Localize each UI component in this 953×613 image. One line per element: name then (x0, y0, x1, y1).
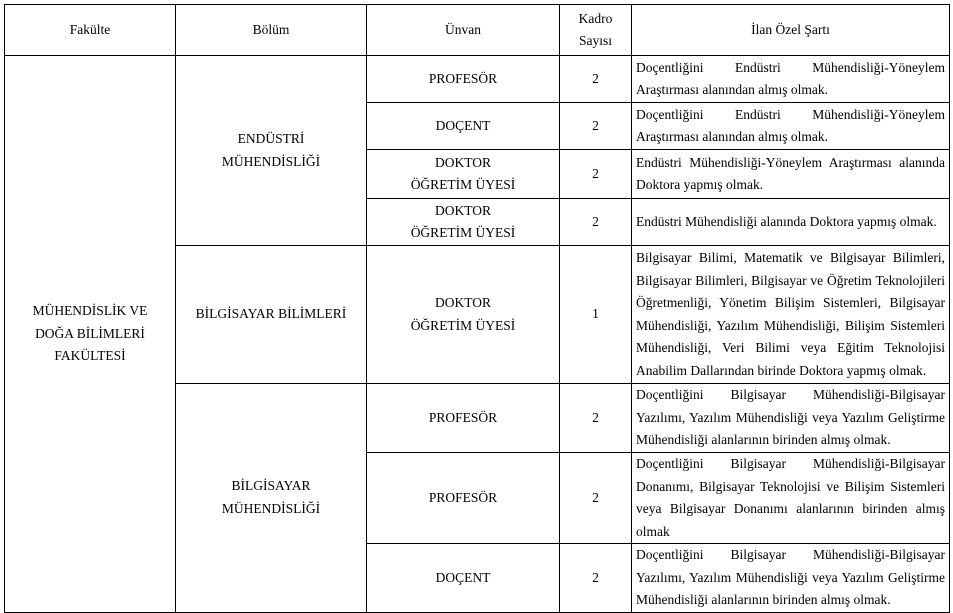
count-cell: 2 (560, 199, 632, 246)
count-cell: 2 (560, 150, 632, 199)
faculty-line3: FAKÜLTESİ (54, 348, 126, 363)
faculty-line1: MÜHENDİSLİK VE (32, 303, 148, 318)
condition-cell: Endüstri Mühendisliği alanında Doktora yapmış olmak. (632, 199, 950, 246)
department-industrial-line2: MÜHENDİSLİĞİ (221, 153, 321, 169)
positions-table (4, 4, 950, 613)
count-cell: 2 (560, 384, 632, 453)
title-line2: ÖĞRETİM ÜYESİ (410, 177, 516, 192)
header-count-line1: Kadro (578, 10, 613, 26)
header-department: Bölüm (176, 5, 367, 56)
header-count (560, 5, 632, 56)
count-cell: 2 (560, 453, 632, 544)
faculty-line2: DOĞA BİLİMLERİ (35, 325, 145, 341)
title-line1: PROFESÖR (428, 409, 498, 425)
header-row (5, 5, 950, 56)
department-cell-cs (176, 246, 367, 384)
title-cell (367, 56, 560, 103)
header-count-line2: Sayısı (578, 33, 612, 48)
department-ce-line2: MÜHENDİSLİĞİ (221, 500, 321, 516)
title-cell (367, 544, 560, 613)
header-title: Ünvan (367, 5, 560, 56)
title-cell (367, 453, 560, 544)
title-cell (367, 103, 560, 150)
table-row (5, 56, 950, 103)
title-line1: PROFESÖR (428, 489, 498, 505)
count-cell: 2 (560, 103, 632, 150)
department-cell-industrial (176, 56, 367, 246)
condition-cell: Endüstri Mühendisliği-Yöneylem Araştırması alanında Doktora yapmış olmak. (632, 150, 950, 199)
condition-cell: Bilgisayar Bilimi, Matematik ve Bilgisayar Bilimleri, Bilgisayar Bilimleri, Bilgisayar ve Öğretim Teknolojileri Öğretmenliği, Yönetim Bilişim Sistemleri, Bilgisayar Mühendisliği, Yazılım Mühendisliği, Bilişim Sistemleri Mühendisliği, Veri Bilimi veya Eğitim Teknolojisi Anabilim Dallarından birinde Doktora yapmış olmak. (632, 246, 950, 384)
condition-cell: Doçentliğini Bilgisayar Mühendisliği-Bilgisayar Donanımı, Bilgisayar Teknolojisi ve Bilişim Sistemleri veya Bilgisayar Donanımı alanlarının birinden almış olmak (632, 453, 950, 544)
header-condition: İlan Özel Şartı (632, 5, 950, 56)
department-industrial-line1: ENDÜSTRİ (237, 131, 305, 146)
condition-cell: Doçentliğini Bilgisayar Mühendisliği-Bilgisayar Yazılımı, Yazılım Mühendisliği veya Yazılım Geliştirme Mühendisliği alanlarının birinden almış olmak. (632, 384, 950, 453)
faculty-cell (5, 56, 176, 613)
title-line1: DOKTOR (434, 202, 491, 218)
condition-cell: Doçentliğini Endüstri Mühendisliği-Yöneylem Araştırması alanından almış olmak. (632, 103, 950, 150)
count-cell: 2 (560, 56, 632, 103)
condition-cell: Doçentliğini Bilgisayar Mühendisliği-Bilgisayar Yazılımı, Yazılım Mühendisliği veya Yazılım Geliştirme Mühendisliği alanlarının birinden almış olmak. (632, 544, 950, 613)
title-cell (367, 199, 560, 246)
department-ce-line1: BİLGİSAYAR (231, 478, 311, 494)
title-cell (367, 150, 560, 199)
title-line1: DOÇENT (435, 117, 491, 133)
condition-cell: Doçentliğini Endüstri Mühendisliği-Yöneylem Araştırması alanından almış olmak. (632, 56, 950, 103)
title-cell (367, 384, 560, 453)
title-cell (367, 246, 560, 384)
title-line2: ÖĞRETİM ÜYESİ (410, 317, 516, 333)
title-line1: DOÇENT (435, 569, 491, 585)
title-line1: DOKTOR (434, 295, 491, 310)
count-cell: 2 (560, 544, 632, 613)
department-cs-line1: BİLGİSAYAR BİLİMLERİ (195, 306, 347, 322)
title-line2: ÖĞRETİM ÜYESİ (410, 225, 516, 240)
header-faculty: Fakülte (5, 5, 176, 56)
title-line1: PROFESÖR (428, 70, 498, 86)
title-line1: DOKTOR (434, 154, 491, 170)
count-cell: 1 (560, 246, 632, 384)
department-cell-ce (176, 384, 367, 613)
